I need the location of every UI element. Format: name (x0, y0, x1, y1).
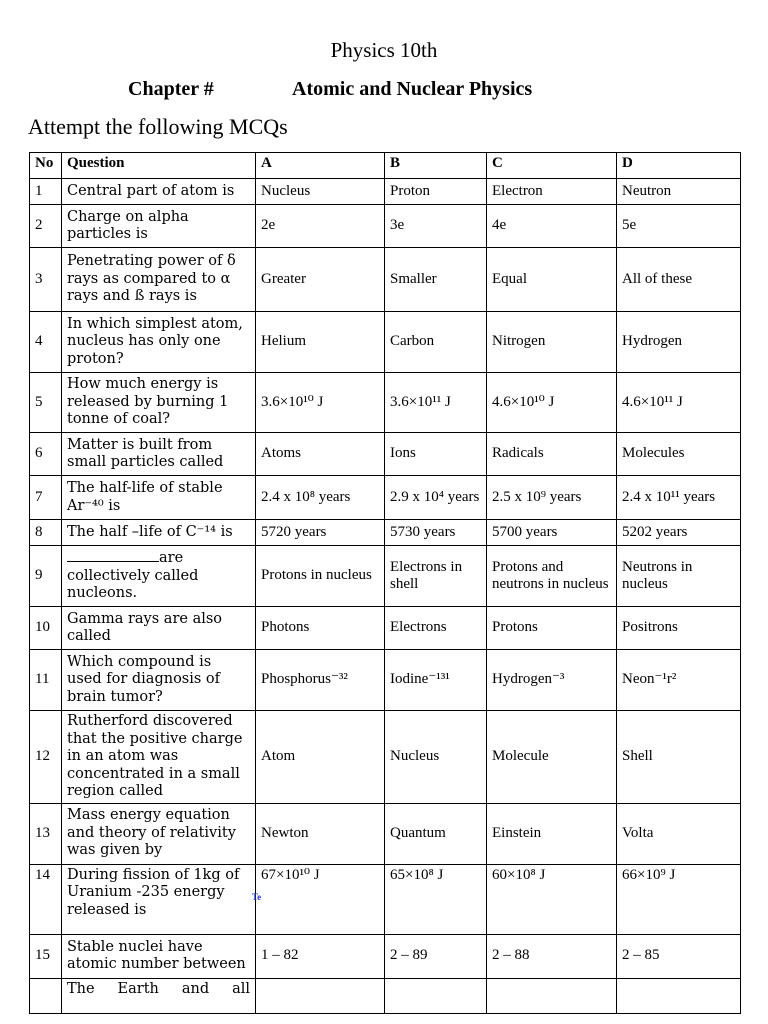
column-header-no: No (30, 153, 62, 179)
option-d: 66×10⁹ J (617, 864, 741, 934)
option-a: 1 – 82 (256, 934, 385, 978)
option-c (487, 978, 617, 1013)
option-d: 5202 years (617, 520, 741, 546)
column-header-c: C (487, 153, 617, 179)
row-number: 14 (30, 864, 62, 934)
option-a (256, 978, 385, 1013)
question-text: Gamma rays are also called (62, 607, 256, 650)
option-a: Greater (256, 248, 385, 312)
option-c: Nitrogen (487, 312, 617, 373)
row-number (30, 978, 62, 1013)
chapter-label: Chapter # (128, 78, 214, 100)
option-c: Electron (487, 179, 617, 205)
option-b (385, 978, 487, 1013)
option-c: Protons (487, 607, 617, 650)
option-a: 3.6×10¹⁰ J (256, 373, 385, 433)
stray-text-marker: Te (252, 892, 262, 902)
question-text (62, 546, 256, 607)
row-number: 8 (30, 520, 62, 546)
question-text (62, 978, 256, 1013)
option-b: Carbon (385, 312, 487, 373)
column-header-d: D (617, 153, 741, 179)
column-header-question: Question (62, 153, 256, 179)
option-d: Positrons (617, 607, 741, 650)
question-text: In which simplest atom, nucleus has only one proton? (62, 312, 256, 373)
row-number: 2 (30, 205, 62, 248)
question-text: Penetrating power of δ rays as compared to α rays and ß rays is (62, 248, 256, 312)
option-a: Atom (256, 711, 385, 804)
option-c: Einstein (487, 803, 617, 864)
option-c: Equal (487, 248, 617, 312)
table-row (30, 978, 741, 1013)
option-a: 2.4 x 10⁸ years (256, 476, 385, 520)
page-title: Physics 10th (330, 38, 438, 62)
option-d: Neon⁻¹r² (617, 650, 741, 711)
option-d: Hydrogen (617, 312, 741, 373)
question-text: Stable nuclei have atomic number between (62, 934, 256, 978)
option-a: Newton (256, 803, 385, 864)
option-c: 5700 years (487, 520, 617, 546)
option-d: 5e (617, 205, 741, 248)
row-number: 13 (30, 803, 62, 864)
row-number: 5 (30, 373, 62, 433)
option-d: Volta (617, 803, 741, 864)
question-text: Charge on alpha particles is (62, 205, 256, 248)
table-row (30, 205, 741, 248)
fill-in-blank-line (67, 549, 159, 562)
row-number: 6 (30, 433, 62, 476)
option-a: 2e (256, 205, 385, 248)
option-c: 60×10⁸ J (487, 864, 617, 934)
column-header-b: B (385, 153, 487, 179)
option-b: 3e (385, 205, 487, 248)
question-text: Central part of atom is (62, 179, 256, 205)
table-row (30, 433, 741, 476)
question-text: During fission of 1kg of Uranium -235 energy released is (62, 864, 256, 934)
option-b: 3.6×10¹¹ J (385, 373, 487, 433)
row-number: 1 (30, 179, 62, 205)
table-row (30, 179, 741, 205)
instruction-text: Attempt the following MCQs (28, 114, 288, 139)
option-a: Atoms (256, 433, 385, 476)
option-d: All of these (617, 248, 741, 312)
question-text-tail: are collectively called nucleons. (67, 550, 199, 602)
option-d: Neutrons in nucleus (617, 546, 741, 607)
table-row (30, 934, 741, 978)
column-header-a: A (256, 153, 385, 179)
option-a: Protons in nucleus (256, 546, 385, 607)
table-row (30, 312, 741, 373)
table-row (30, 520, 741, 546)
option-d: 4.6×10¹¹ J (617, 373, 741, 433)
table-row (30, 476, 741, 520)
table-row (30, 546, 741, 607)
table-row (30, 864, 741, 934)
option-d (617, 978, 741, 1013)
option-c: Protons and neutrons in nucleus (487, 546, 617, 607)
option-a: 67×10¹⁰ J (256, 864, 385, 934)
option-a: 5720 years (256, 520, 385, 546)
question-text-justified: The Earth and all (67, 980, 250, 997)
question-text: Which compound is used for diagnosis of brain tumor? (62, 650, 256, 711)
option-d: 2.4 x 10¹¹ years (617, 476, 741, 520)
option-b: 65×10⁸ J (385, 864, 487, 934)
option-b: Quantum (385, 803, 487, 864)
option-c: Molecule (487, 711, 617, 804)
option-d: Shell (617, 711, 741, 804)
option-c: 2 – 88 (487, 934, 617, 978)
row-number: 15 (30, 934, 62, 978)
option-c: Hydrogen⁻³ (487, 650, 617, 711)
option-a: Phosphorus⁻³² (256, 650, 385, 711)
option-c: Radicals (487, 433, 617, 476)
question-text: Mass energy equation and theory of relativity was given by (62, 803, 256, 864)
question-text: How much energy is released by burning 1 tonne of coal? (62, 373, 256, 433)
table-row (30, 373, 741, 433)
option-b: Smaller (385, 248, 487, 312)
row-number: 3 (30, 248, 62, 312)
option-b: Iodine⁻¹³¹ (385, 650, 487, 711)
table-row (30, 650, 741, 711)
row-number: 4 (30, 312, 62, 373)
option-b: Ions (385, 433, 487, 476)
table-row (30, 803, 741, 864)
table-row (30, 248, 741, 312)
question-text: The half –life of C⁻¹⁴ is (62, 520, 256, 546)
option-a: Helium (256, 312, 385, 373)
row-number: 10 (30, 607, 62, 650)
question-text: Rutherford discovered that the positive charge in an atom was concentrated in a small region called (62, 711, 256, 804)
row-number: 9 (30, 546, 62, 607)
option-d: 2 – 85 (617, 934, 741, 978)
option-b: Electrons (385, 607, 487, 650)
table-row (30, 607, 741, 650)
option-b: Proton (385, 179, 487, 205)
option-b: Nucleus (385, 711, 487, 804)
option-d: Molecules (617, 433, 741, 476)
option-c: 4.6×10¹⁰ J (487, 373, 617, 433)
option-c: 4e (487, 205, 617, 248)
option-c: 2.5 x 10⁹ years (487, 476, 617, 520)
table-row (30, 711, 741, 804)
table-header-row (30, 153, 741, 179)
option-b: 2 – 89 (385, 934, 487, 978)
option-b: 5730 years (385, 520, 487, 546)
mcq-table (29, 152, 741, 1014)
question-text: Matter is built from small particles called (62, 433, 256, 476)
row-number: 11 (30, 650, 62, 711)
row-number: 7 (30, 476, 62, 520)
option-d: Neutron (617, 179, 741, 205)
option-a: Photons (256, 607, 385, 650)
row-number: 12 (30, 711, 62, 804)
option-b: Electrons in shell (385, 546, 487, 607)
chapter-title: Atomic and Nuclear Physics (292, 78, 533, 100)
option-b: 2.9 x 10⁴ years (385, 476, 487, 520)
option-a: Nucleus (256, 179, 385, 205)
question-text: The half-life of stable Ar⁻⁴⁰ is (62, 476, 256, 520)
